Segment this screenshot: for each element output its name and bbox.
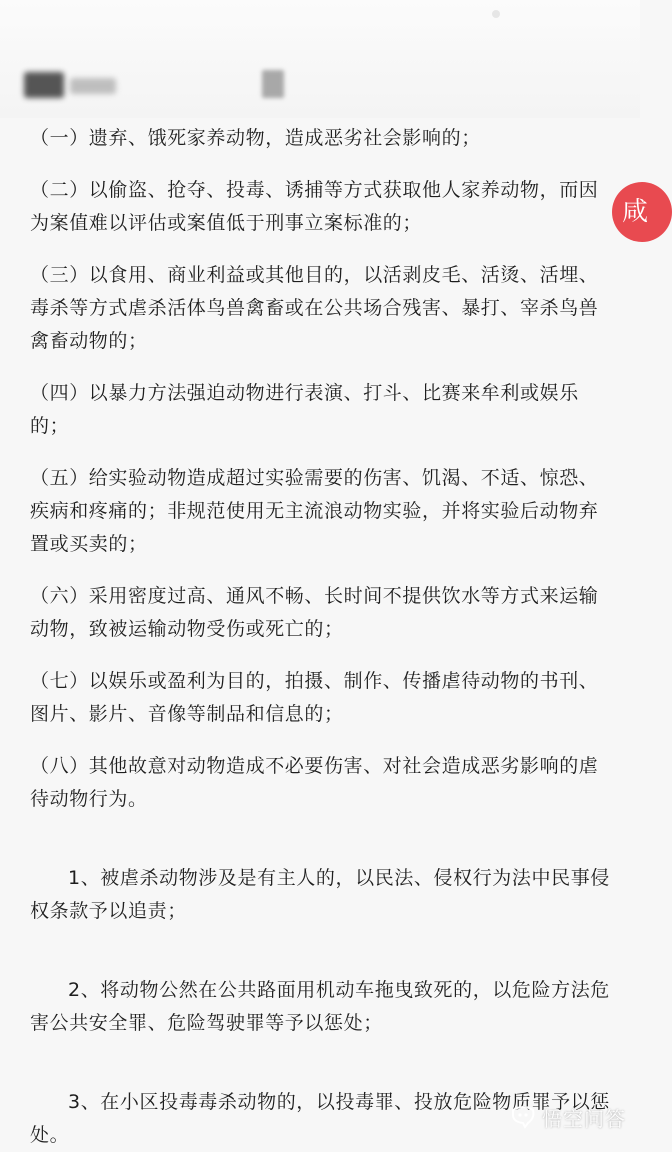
blurred-username xyxy=(70,78,116,94)
blurred-avatar xyxy=(24,72,64,98)
clause-4: （四）以暴力方法强迫动物进行表演、打斗、比赛来牟利或娱乐的； xyxy=(30,382,579,437)
article-body xyxy=(30,122,610,1152)
status-dot xyxy=(492,10,500,18)
clause-2: （二）以偷盗、抢夺、投毒、诱捕等方式获取他人家养动物，而因为案值难以评估或案值低于刑事立案标准的； xyxy=(30,179,599,234)
clause-3: （三）以食用、商业利益或其他目的，以活剥皮毛、活烫、活埋、毒杀等方式虐杀活体鸟兽禽畜或在公共场合残害、暴打、宰杀鸟兽禽畜动物的； xyxy=(30,264,599,352)
wukong-watermark xyxy=(510,1102,626,1132)
clause-5: （五）给实验动物造成超过实验需要的伤害、饥渴、不适、惊恐、疾病和疼痛的；非规范使用无主流浪动物实验，并将实验后动物弃置或买卖的； xyxy=(30,467,599,555)
floating-side-button[interactable] xyxy=(612,182,672,242)
point-2: 2、将动物公然在公共路面用机动车拖曳致死的，以危险方法危害公共安全罪、危险驾驶罪等予以惩处； xyxy=(30,979,610,1034)
point-1: 1、被虐杀动物涉及是有主人的，以民法、侵权行为法中民事侵权条款予以追责； xyxy=(30,867,610,922)
clause-1: （一）遗弃、饿死家养动物，造成恶劣社会影响的； xyxy=(30,127,481,149)
point-3: 3、在小区投毒毒杀动物的，以投毒罪、投放危险物质罪予以惩处。 xyxy=(30,1091,610,1146)
clause-6: （六）采用密度过高、通风不畅、长时间不提供饮水等方式来运输动物，致被运输动物受伤或死亡的； xyxy=(30,585,599,640)
clause-7: （七）以娱乐或盈利为目的，拍摄、制作、传播虐待动物的书刊、图片、影片、音像等制品和信息的； xyxy=(30,670,599,725)
clause-8: （八）其他故意对动物造成不必要伤害、对社会造成恶劣影响的虐待动物行为。 xyxy=(30,755,599,810)
side-button-label: 咸 xyxy=(622,197,649,227)
wukong-logo-icon xyxy=(510,1106,536,1128)
blurred-glyph xyxy=(262,70,284,98)
watermark-text: 悟空问答 xyxy=(542,1106,626,1131)
blurred-header xyxy=(0,0,640,118)
